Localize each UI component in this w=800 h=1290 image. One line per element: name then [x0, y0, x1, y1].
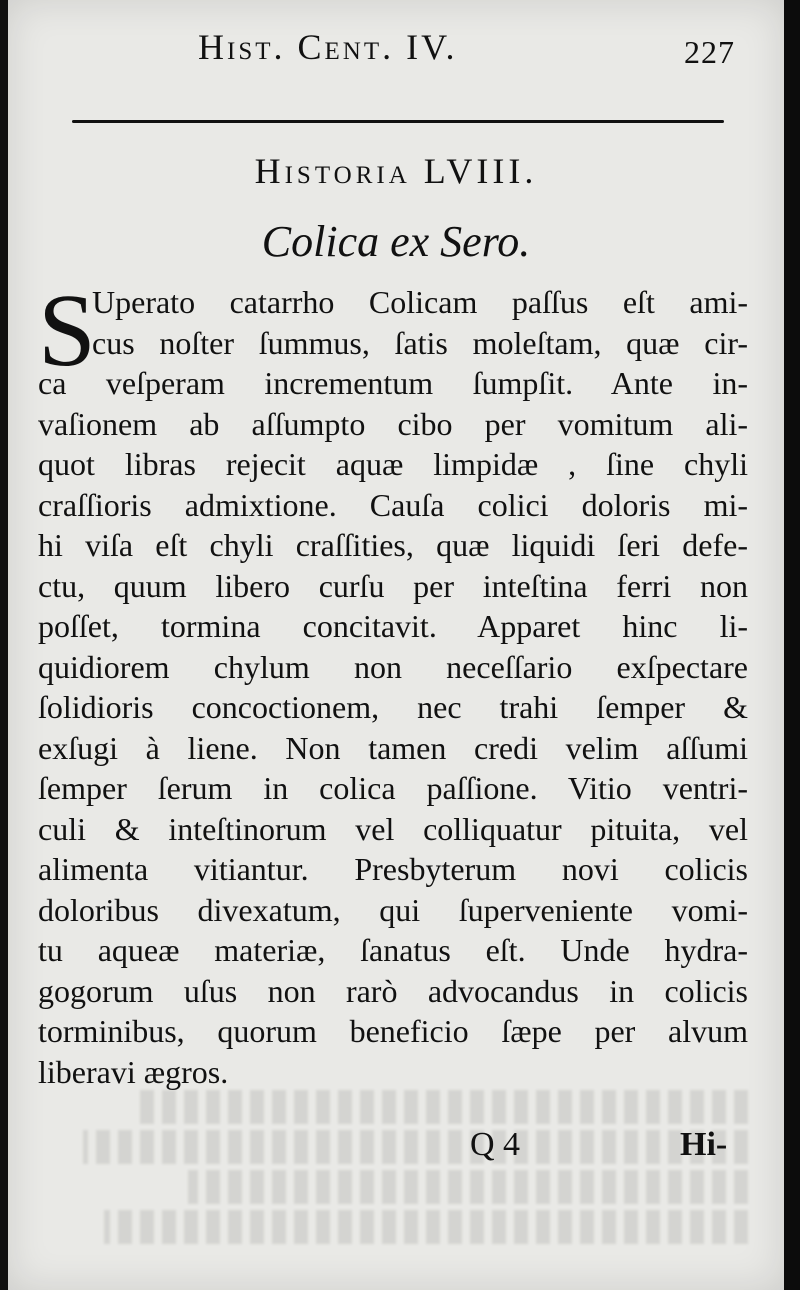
- text-line: ca veſperam incrementum ſumpſit. Ante in-: [38, 365, 748, 401]
- text-line: vaſionem ab aſſumpto cibo per vomitum ali-: [38, 405, 748, 442]
- header-rule: [72, 120, 724, 123]
- text-line: exſugi à liene. Non tamen credi velim aſſumi: [38, 729, 748, 766]
- text-line: quidiorem chylum non neceſſario exſpectare: [38, 648, 748, 685]
- page-number: 227: [684, 34, 735, 70]
- text-line: liberavi ægros.: [38, 1053, 229, 1090]
- running-title: Hist. Cent. IV.: [198, 27, 458, 67]
- signature-mark: Q 4: [470, 1126, 521, 1163]
- chapter-title: Colica ex Sero.: [261, 217, 531, 266]
- text-line: culi & inteſtinorum vel colliquatur pituita, vel: [38, 810, 748, 847]
- text-line: poſſet, tormina concitavit. Apparet hinc li-: [38, 608, 748, 644]
- chapter-heading: Historia LVIII.: [254, 151, 538, 191]
- text-line: tu aqueæ materiæ, ſanatus eſt. Unde hydra-: [38, 932, 748, 968]
- text-line: craſſioris admixtione. Cauſa colici doloris mi-: [38, 486, 748, 523]
- text-line: doloribus divexatum, qui ſuperveniente vomi-: [38, 891, 748, 928]
- text-line: ctu, quum libero curſu per inteſtina ferri non: [38, 567, 748, 604]
- text-line: torminibus, quorum beneficio ſæpe per alvum: [38, 1013, 748, 1049]
- catchword: Hi-: [680, 1126, 728, 1163]
- text-line: ſolidioris concoctionem, nec trahi ſemper &: [38, 689, 748, 725]
- book-page: [8, 0, 784, 1290]
- text-line: cus noſter ſummus, ſatis moleſtam, quæ cir-: [92, 324, 748, 361]
- text-line: gogorum uſus non rarò advocandus in colicis: [38, 972, 748, 1009]
- page-footer: [8, 1126, 784, 1176]
- page-edge-shadow: [784, 0, 800, 1290]
- running-head: [8, 26, 784, 70]
- text-line: quot libras rejecit aquæ limpidæ , ſine chyli: [38, 446, 748, 482]
- drop-cap: S: [38, 273, 96, 388]
- text-line: hi viſa eſt chyli craſſities, quæ liquidi ſeri defe-: [38, 527, 748, 563]
- text-line: Uperato catarrho Colicam paſſus eſt ami-: [92, 284, 748, 320]
- text-line: ſemper ſerum in colica paſſione. Vitio ventri-: [38, 770, 748, 806]
- text-line: alimenta vitiantur. Presbyterum novi colicis: [38, 851, 748, 887]
